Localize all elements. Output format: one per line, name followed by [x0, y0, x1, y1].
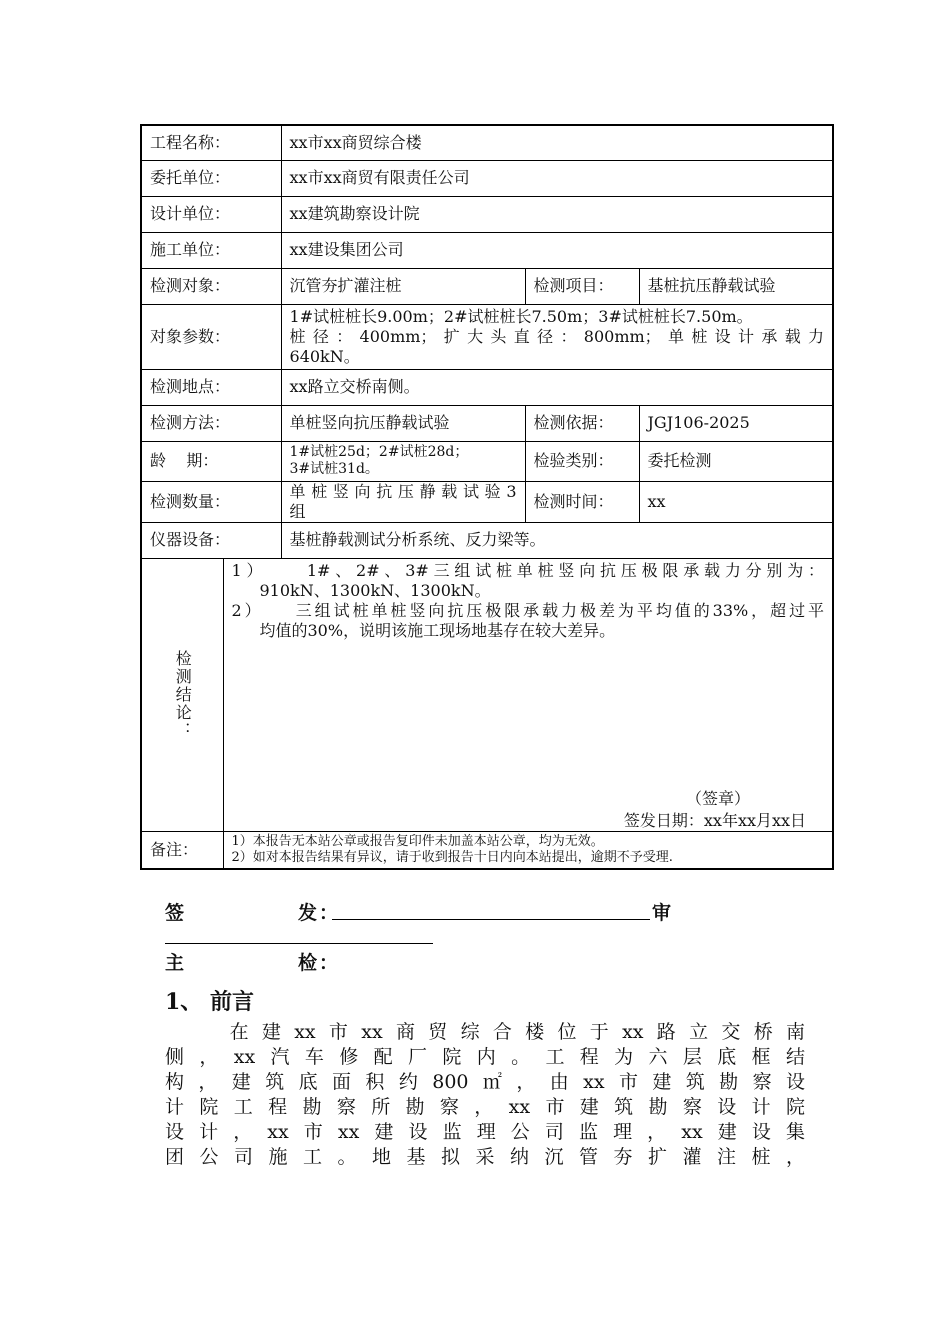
conclusion-item-2 — [232, 601, 825, 641]
conclusion-item-1 — [232, 561, 825, 601]
params-line-3: 640kN。 — [289, 346, 360, 366]
construction-unit-label: 施工单位： — [141, 232, 281, 268]
location-value: xx路立交桥南侧。 — [281, 369, 833, 405]
object-params-value — [281, 304, 833, 369]
object-params-label: 对象参数： — [141, 304, 281, 369]
conclusion-content — [223, 558, 833, 831]
stamp-placeholder: （签章） — [686, 788, 751, 808]
conclusion-label-cell — [141, 558, 223, 831]
notes-content — [223, 831, 833, 869]
test-item-value: 基桩抗压静载试验 — [639, 268, 833, 304]
design-unit-value: xx建筑勘察设计院 — [281, 196, 833, 232]
issue-date: 签发日期：xx年xx月xx日 — [623, 810, 807, 830]
note-2: 2）如对本报告结果有异议，请于收到报告十日内向本站提出，逾期不予受理. — [231, 849, 673, 865]
method-value: 单桩竖向抗压静载试验 — [281, 405, 525, 441]
report-form-table — [140, 124, 834, 870]
equipment-label: 仪器设备： — [141, 522, 281, 558]
test-time-value: xx — [639, 481, 833, 522]
sign-underline — [332, 919, 650, 920]
quantity-line-2: 组 — [289, 501, 306, 521]
basis-value: JGJ106-2025 — [639, 405, 833, 441]
review-underline — [165, 943, 433, 944]
category-label: 检验类别： — [525, 441, 639, 481]
params-line-1: 1#试桩桩长9.00m；2#试桩桩长7.50m；3#试桩桩长7.50m。 — [289, 306, 753, 326]
construction-unit-value: xx建设集团公司 — [281, 232, 833, 268]
client-value: xx市xx商贸有限责任公司 — [281, 160, 833, 196]
age-label: 龄 期： — [141, 441, 281, 481]
category-value: 委托检测 — [639, 441, 833, 481]
quantity-label: 检测数量： — [141, 481, 281, 522]
intro-line: 侧，xx汽车修配厂院内。工程为六层底框结 — [165, 1046, 805, 1068]
sign-label-b: 发： — [298, 902, 341, 924]
age-line-1: 1#试桩25d；2#试桩28d； — [289, 444, 469, 460]
params-line-2: 桩径：400mm；扩大头直径：800mm；单桩设计承载力 — [289, 326, 825, 346]
quantity-line-1: 单桩竖向抗压静载试验3 — [289, 481, 517, 501]
intro-line: 在建xx市xx商贸综合楼位于xx路立交桥南 — [165, 1021, 805, 1043]
conclusion-2-line-a: 2） 三组试桩单桩竖向抗压极限承载力极差为平均值的33%，超过平 — [231, 600, 825, 620]
age-line-2: 3#试桩31d。 — [289, 461, 379, 477]
note-1: 1）本报告无本站公章或报告复印件未加盖本站公章，均为无效。 — [231, 833, 604, 849]
test-time-label: 检测时间： — [525, 481, 639, 522]
intro-line: 设计，xx市xx建设监理公司监理，xx建设集 — [165, 1121, 805, 1143]
quantity-value — [281, 481, 525, 522]
notes-label: 备注： — [141, 831, 223, 869]
method-label: 检测方法： — [141, 405, 281, 441]
sign-label-a: 签 — [165, 902, 187, 924]
test-object-value: 沉管夯扩灌注桩 — [281, 268, 525, 304]
main-test-label-b: 检： — [298, 952, 341, 974]
client-label: 委托单位： — [141, 160, 281, 196]
design-unit-label: 设计单位： — [141, 196, 281, 232]
project-name-value: xx市xx商贸综合楼 — [281, 125, 833, 160]
test-item-label: 检测项目： — [525, 268, 639, 304]
intro-paragraph — [165, 1020, 805, 1170]
basis-label: 检测依据： — [525, 405, 639, 441]
intro-line: 团公司施工。地基拟采纳沉管夯扩灌注桩， — [165, 1146, 805, 1168]
conclusion-1-line-a: 1） 1#、2#、3#三组试桩单桩竖向抗压极限承载力分别为： — [231, 560, 825, 580]
conclusion-label: 检测结论： — [173, 649, 193, 740]
test-object-label: 检测对象： — [141, 268, 281, 304]
intro-line: 计院工程勘察所勘察，xx市建筑勘察设计院 — [165, 1096, 805, 1118]
equipment-value: 基桩静载测试分析系统、反力梁等。 — [281, 522, 833, 558]
project-name-label: 工程名称： — [141, 125, 281, 160]
conclusion-2-line-b: 均值的30%，说明该施工现场地基存在较大差异。 — [259, 620, 616, 640]
location-label: 检测地点： — [141, 369, 281, 405]
review-label: 审 — [652, 902, 674, 924]
main-test-label-a: 主 — [165, 952, 187, 974]
age-value — [281, 441, 525, 481]
conclusion-1-line-b: 910kN、1300kN、1300kN。 — [259, 580, 491, 600]
intro-line: 构，建筑底面积约800㎡，由xx市建筑勘察设 — [165, 1071, 805, 1093]
section-heading: 1、 前言 — [165, 989, 254, 1015]
